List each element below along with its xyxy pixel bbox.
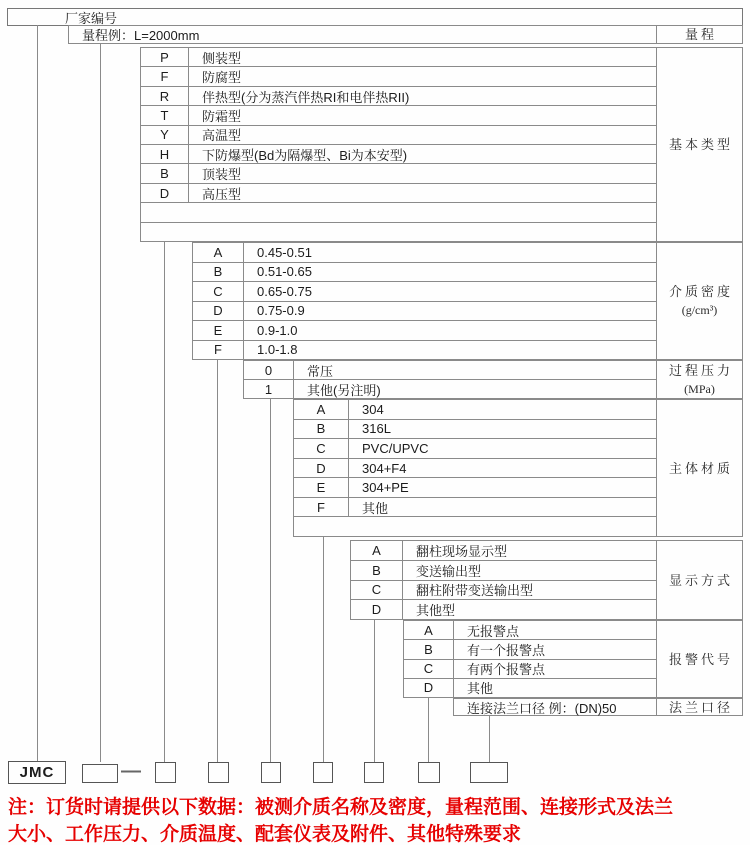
code-cell: B [141, 164, 189, 182]
code-row [294, 439, 656, 459]
code-cell: C [193, 282, 244, 301]
order-note [8, 794, 748, 845]
code-cell: A [294, 400, 349, 419]
material-label [656, 400, 742, 536]
pressure-rows [244, 361, 656, 398]
code-cell: A [404, 621, 454, 639]
connector-line-material [323, 537, 324, 762]
empty-row [141, 223, 656, 241]
code-row [294, 498, 656, 518]
manufacturer-number-label: 厂家编号 [65, 10, 118, 26]
connector-line-range [100, 44, 101, 762]
section-basic-type [140, 47, 743, 242]
density-label [656, 243, 742, 359]
code-cell: D [141, 184, 189, 202]
code-row [404, 660, 656, 679]
range-row [68, 25, 743, 44]
code-row [294, 459, 656, 479]
code-row [351, 541, 656, 561]
range-example-text: 量程例：L=2000mm [82, 28, 200, 43]
section-flange-size [453, 698, 743, 716]
desc-cell: 防霜型 [202, 108, 242, 124]
empty-row [294, 517, 656, 536]
section-body-material [293, 399, 743, 537]
code-row [244, 361, 656, 380]
code-cell: E [294, 478, 349, 497]
display-label-text: 显示方式 [668, 572, 733, 588]
code-cell: P [141, 48, 189, 66]
code-cell: C [351, 581, 403, 600]
desc-cell: 顶装型 [202, 167, 242, 183]
desc-cell: 有一个报警点 [467, 642, 546, 658]
density-rows [193, 243, 656, 359]
connector-line-density [217, 360, 218, 762]
code-row [141, 184, 656, 203]
code-row [141, 145, 656, 164]
desc-cell: 翻柱现场显示型 [416, 543, 508, 559]
code-cell: H [141, 145, 189, 163]
code-row [351, 600, 656, 619]
desc-cell: 304+F4 [362, 460, 407, 476]
desc-cell: 防腐型 [202, 70, 242, 86]
desc-cell: 其他 [467, 681, 494, 697]
material-rows [294, 400, 656, 536]
code-cell: B [404, 640, 454, 658]
code-cell: B [294, 420, 349, 439]
connector-line-alarm [428, 698, 429, 762]
range-section-label [656, 26, 742, 43]
code-row [141, 48, 656, 67]
desc-cell: 其他型 [416, 603, 456, 619]
flange-label [656, 699, 742, 715]
code-row [294, 420, 656, 440]
alarm-rows [404, 621, 656, 697]
display-rows [351, 541, 656, 619]
code-row [193, 282, 656, 302]
code-cell: E [193, 321, 244, 340]
density-code-box [208, 762, 229, 783]
code-cell: B [351, 561, 403, 580]
section-medium-density [192, 242, 743, 360]
desc-cell: 翻柱附带变送输出型 [416, 583, 534, 599]
code-row [141, 87, 656, 106]
code-row [193, 341, 656, 360]
desc-cell: 1.0-1.8 [257, 342, 298, 358]
flange-code-box [470, 762, 508, 783]
code-cell: A [351, 541, 403, 560]
desc-cell: 304 [362, 401, 384, 417]
code-row [404, 621, 656, 640]
desc-cell: 0.45-0.51 [257, 244, 312, 260]
code-cell: F [193, 341, 244, 360]
basic-type-rows [141, 48, 656, 241]
flange-label-text: 法兰口径 [668, 699, 733, 715]
connector-line-display [374, 620, 375, 762]
alarm-label [656, 621, 742, 697]
desc-cell: 下防爆型(Bd为隔爆型、Bi为本安型) [202, 147, 408, 163]
code-cell: 0 [244, 361, 294, 379]
material-label-text: 主体材质 [668, 460, 733, 476]
section-process-pressure [243, 360, 743, 399]
desc-cell: 伴热型(分为蒸汽伴热RI和电伴热RII) [202, 89, 410, 105]
code-row [404, 640, 656, 659]
section-display-mode [350, 540, 743, 620]
dash-separator: — [121, 759, 141, 782]
pressure-label [656, 361, 742, 398]
basic-type-label [656, 48, 742, 241]
code-row [193, 302, 656, 322]
code-cell: F [294, 498, 349, 517]
empty-row [141, 203, 656, 222]
desc-cell: PVC/UPVC [362, 440, 429, 456]
code-row [193, 321, 656, 341]
desc-cell: 变送输出型 [416, 563, 482, 579]
desc-cell: 0.9-1.0 [257, 322, 298, 338]
alarm-code-box [418, 762, 440, 783]
pressure-code-box [261, 762, 281, 783]
code-row [294, 478, 656, 498]
code-row [141, 126, 656, 145]
desc-cell: 高温型 [202, 128, 242, 144]
code-cell: R [141, 87, 189, 105]
basic-type-code-box [155, 762, 176, 783]
desc-cell: 有两个报警点 [467, 662, 546, 678]
desc-cell: 304+PE [362, 480, 409, 496]
code-row [294, 400, 656, 420]
code-row [244, 380, 656, 398]
display-code-box [364, 762, 384, 783]
desc-cell: 0.65-0.75 [257, 283, 312, 299]
code-cell: 1 [244, 380, 294, 398]
connector-line-manufacturer [37, 25, 38, 762]
code-cell: D [294, 459, 349, 478]
order-note-line1: 注：订货时请提供以下数据：被测介质名称及密度，量程范围、连接形式及法兰 [8, 797, 674, 818]
connector-line-flange [489, 716, 490, 762]
basic-type-label-text: 基本类型 [668, 137, 733, 152]
code-row [351, 561, 656, 581]
alarm-label-text: 报警代号 [668, 651, 733, 667]
code-cell: F [141, 67, 189, 85]
code-cell: D [193, 302, 244, 321]
connector-line-basic-type [164, 242, 165, 762]
desc-cell: 0.75-0.9 [257, 303, 305, 319]
code-row [404, 679, 656, 697]
code-cell: D [351, 600, 403, 619]
code-cell: A [193, 243, 244, 262]
pressure-label-text: 过程压力 [668, 362, 733, 378]
code-cell: C [404, 660, 454, 678]
desc-cell: 其他 [362, 500, 389, 516]
pressure-unit-text: (MPa) [684, 381, 715, 396]
code-row [141, 164, 656, 183]
code-cell: T [141, 106, 189, 124]
desc-cell: 高压型 [202, 186, 242, 202]
code-row [193, 243, 656, 263]
connector-line-pressure [270, 399, 271, 762]
model-prefix-box: JMC [8, 761, 66, 784]
manufacturer-number-box [7, 8, 743, 26]
display-label [656, 541, 742, 619]
code-row [193, 263, 656, 283]
range-label-text: 量程 [684, 27, 717, 42]
density-unit-text: (g/cm³) [681, 303, 718, 317]
desc-cell: 316L [362, 421, 391, 437]
code-cell: Y [141, 126, 189, 144]
code-cell: D [404, 679, 454, 697]
code-cell: C [294, 439, 349, 458]
desc-cell: 侧装型 [202, 50, 242, 66]
code-row [141, 67, 656, 86]
order-note-line2: 大小、工作压力、介质温度、配套仪表及附件、其他特殊要求 [8, 824, 522, 845]
flange-size-text: 连接法兰口径 例：(DN)50 [467, 700, 617, 716]
code-row [141, 106, 656, 125]
desc-cell: 0.51-0.65 [257, 264, 312, 280]
code-cell: B [193, 263, 244, 282]
density-label-text: 介质密度 [668, 284, 733, 299]
section-alarm-code [403, 620, 743, 698]
code-row [351, 581, 656, 601]
desc-cell: 常压 [307, 363, 334, 379]
range-code-box [82, 764, 118, 783]
material-code-box [313, 762, 333, 783]
desc-cell: 其他(另注明) [307, 382, 381, 398]
desc-cell: 无报警点 [467, 623, 520, 639]
